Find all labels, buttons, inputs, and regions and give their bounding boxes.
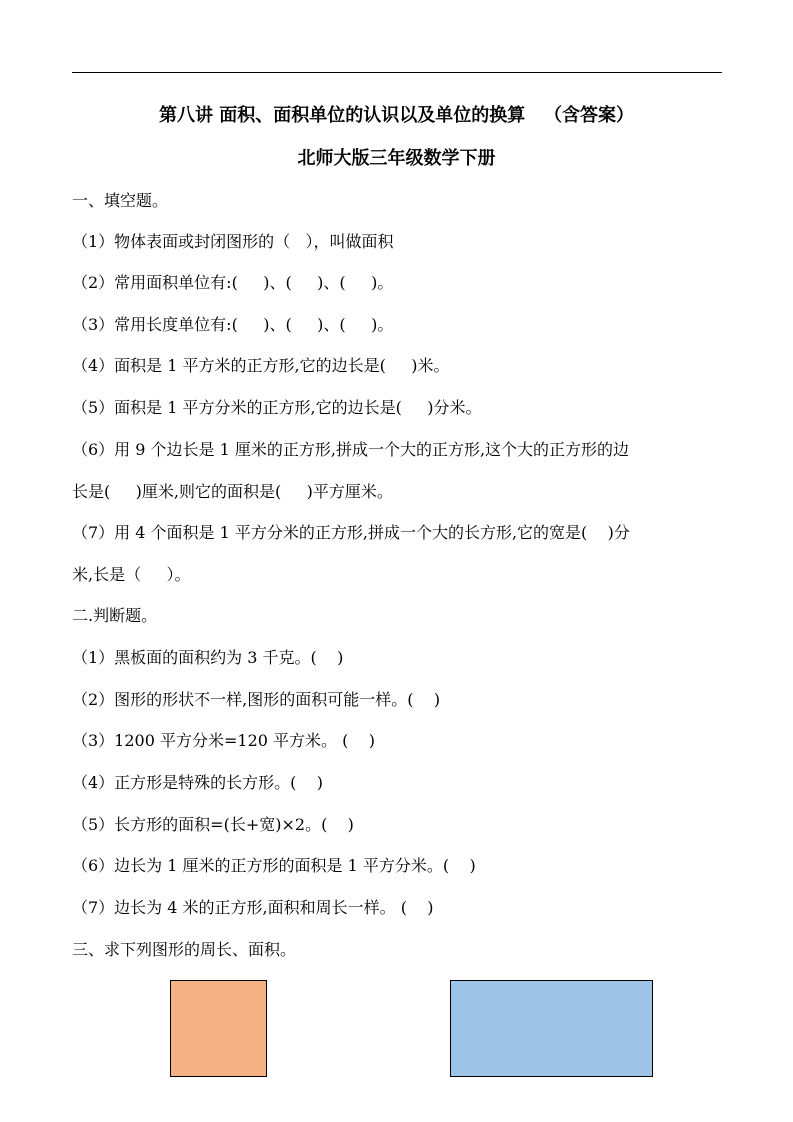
judge-item-6: （6）边长为 1 厘米的正方形的面积是 1 平方分米。( )	[72, 856, 476, 875]
fill-blank-item-6b: 长是( )厘米,则它的面积是( )平方厘米。	[72, 482, 393, 501]
fill-blank-item-1: （1）物体表面或封闭图形的（ ），叫做面积	[72, 232, 394, 251]
fill-blank-item-5: （5）面积是 1 平方分米的正方形,它的边长是( )分米。	[72, 398, 482, 417]
fill-blank-item-7a: （7）用 4 个面积是 1 平方分米的正方形,拼成一个大的长方形,它的宽是( )分	[72, 523, 630, 542]
page-title: 第八讲 面积、面积单位的认识以及单位的换算 （含答案）	[158, 105, 635, 126]
fill-blank-item-4: （4）面积是 1 平方米的正方形,它的边长是( )米。	[72, 356, 450, 375]
section3-heading: 三、求下列图形的周长、面积。	[72, 940, 297, 959]
judge-item-4: （4）正方形是特殊的长方形。( )	[72, 773, 324, 792]
fill-blank-item-7b: 米,长是（ ）。	[72, 565, 191, 584]
header-rule	[72, 72, 722, 73]
section1-heading: 一、填空题。	[72, 191, 169, 210]
fill-blank-item-2: （2）常用面积单位有:( )、( )、( )。	[72, 273, 394, 292]
page-subtitle: 北师大版三年级数学下册	[297, 148, 496, 169]
judge-item-5: （5）长方形的面积=(长+宽)×2。( )	[72, 815, 354, 834]
judge-item-2: （2）图形的形状不一样,图形的面积可能一样。( )	[72, 690, 441, 709]
judge-item-1: （1）黑板面的面积约为 3 千克。( )	[72, 648, 344, 667]
judge-item-7: （7）边长为 4 米的正方形,面积和周长一样。 ( )	[72, 898, 434, 917]
blue-rectangle-figure	[450, 980, 653, 1077]
fill-blank-item-6a: （6）用 9 个边长是 1 厘米的正方形,拼成一个大的正方形,这个大的正方形的边	[72, 440, 630, 459]
section2-heading: 二.判断题。	[72, 606, 158, 625]
fill-blank-item-3: （3）常用长度单位有:( )、( )、( )。	[72, 315, 394, 334]
judge-item-3: （3）1200 平方分米=120 平方米。 ( )	[72, 731, 375, 750]
orange-square-figure	[170, 980, 267, 1077]
